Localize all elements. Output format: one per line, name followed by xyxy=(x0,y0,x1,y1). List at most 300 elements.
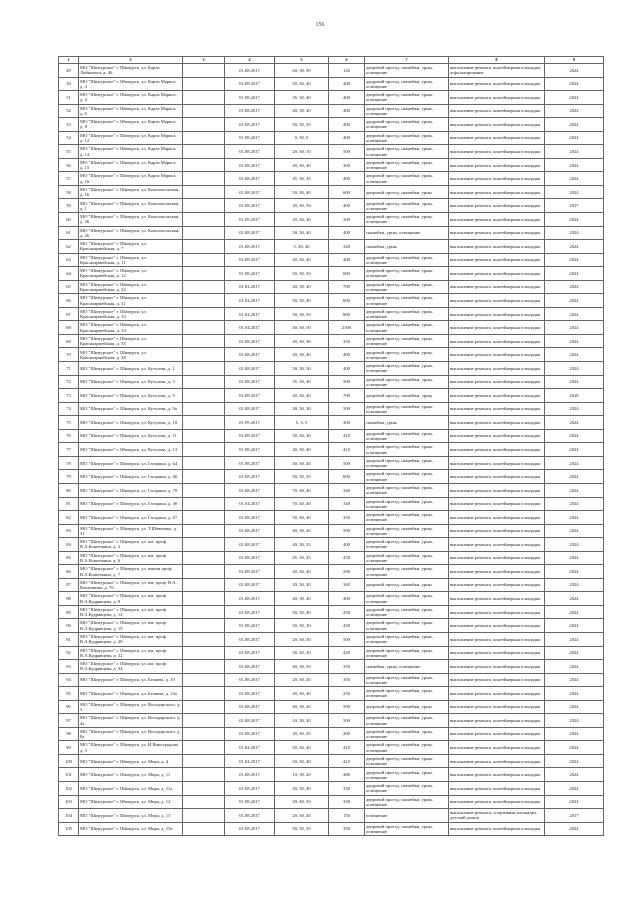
date-cell: 01.08.2017 xyxy=(225,700,275,714)
column-header: 2 xyxy=(79,57,183,64)
planned-works-cell: выполнение ремонта, контейнерная площадка, асфальтирование xyxy=(449,64,545,78)
date-cell: 01.08.2017 xyxy=(225,389,275,403)
year-cell: 2024 xyxy=(545,456,604,470)
address-cell: МО "Шимурское" г. Шимурск, ул. им. проф. В.А.Кудрявцева, д. 34 xyxy=(79,660,183,674)
planned-works-cell: выполнение ремонта, контейнерная площадка xyxy=(449,375,545,389)
table-row xyxy=(59,375,604,389)
table-row xyxy=(59,673,604,687)
address-cell: МО "Шимурское" г. Шимурск, ул. Мира, д. 15 xyxy=(79,809,183,823)
table-row xyxy=(59,687,604,701)
empty-cell xyxy=(183,565,225,579)
parameters-cell: 40, 30, 40 xyxy=(275,592,329,606)
parameters-cell: 40, 30, 50 xyxy=(275,660,329,674)
year-cell: 2024 xyxy=(545,524,604,538)
row-number-cell: 60 xyxy=(59,213,79,227)
table-row xyxy=(59,389,604,403)
planned-works-cell: выполнение ремонта, контейнерная площадка xyxy=(449,497,545,511)
existing-elements-cell: дворовой проезд, скамейки, урны, освещение xyxy=(365,483,449,497)
existing-elements-cell: дворовой проезд, скамейки, урны xyxy=(365,700,449,714)
existing-elements-cell: дворовой проезд, скамейки, урны, освещение xyxy=(365,443,449,457)
area-cell: 400 xyxy=(329,253,365,267)
table-row xyxy=(59,768,604,782)
planned-works-cell: выполнение ремонта, контейнерная площадка xyxy=(449,538,545,552)
existing-elements-cell: дворовой проезд, скамейки, урны, освещение xyxy=(365,64,449,78)
date-cell: 01.08.2017 xyxy=(225,578,275,592)
parameters-cell: 60, 30, 50 xyxy=(275,64,329,78)
parameters-cell: 30, 40, 30 xyxy=(275,646,329,660)
table-row xyxy=(59,294,604,308)
area-cell: 340 xyxy=(329,483,365,497)
address-cell: МО "Шимурское" г. Шимурск, ул. Гагарина, д. 64 xyxy=(79,456,183,470)
table-row xyxy=(59,334,604,348)
date-cell: 01.08.2017 xyxy=(225,348,275,362)
area-cell: 300 xyxy=(329,416,365,430)
planned-works-cell: выполнение ремонта, контейнерная площадка xyxy=(449,768,545,782)
row-number-cell: 70 xyxy=(59,348,79,362)
year-cell: 2024 xyxy=(545,375,604,389)
existing-elements-cell: дворовой проезд, скамейки, урны, освещение xyxy=(365,91,449,105)
date-cell: 01.08.2017 xyxy=(225,253,275,267)
table-header-row xyxy=(59,57,604,64)
address-cell: МО "Шимурское" г. Шимурск, ул. Комсомольская, д. 16 xyxy=(79,185,183,199)
existing-elements-cell: дворовой проезд, скамейки, урны, освещение xyxy=(365,727,449,741)
planned-works-cell: выполнение ремонта, контейнерная площадка xyxy=(449,389,545,403)
planned-works-cell: выполнение ремонта, контейнерная площадка xyxy=(449,565,545,579)
empty-cell xyxy=(183,822,225,836)
row-number-cell: 94 xyxy=(59,673,79,687)
planned-works-cell: выполнение ремонта, контейнерная площадка xyxy=(449,253,545,267)
existing-elements-cell: дворовой проезд, скамейки, урны, освещение xyxy=(365,524,449,538)
planned-works-cell: выполнение ремонта, контейнерная площадка xyxy=(449,118,545,132)
empty-cell xyxy=(183,524,225,538)
year-cell: 2024 xyxy=(545,646,604,660)
year-cell: 2024 xyxy=(545,172,604,186)
table-row xyxy=(59,497,604,511)
address-cell: МО "Шимурское" г. Шимурск, ул. Т.Шевченко, д. 31 xyxy=(79,524,183,538)
table-row xyxy=(59,226,604,240)
date-cell: 01.08.2017 xyxy=(225,240,275,254)
address-cell: МО "Шимурское" г. Шимурск, ул. Карла Маркса, д. 12 xyxy=(79,131,183,145)
area-cell: 500 xyxy=(329,700,365,714)
year-cell: 2024 xyxy=(545,768,604,782)
area-cell: 400 xyxy=(329,538,365,552)
year-cell: 2024 xyxy=(545,700,604,714)
planned-works-cell: выполнение ремонта, контейнерная площадка xyxy=(449,822,545,836)
area-cell: 400 xyxy=(329,91,365,105)
area-cell: 500 xyxy=(329,375,365,389)
area-cell: 450 xyxy=(329,551,365,565)
parameters-cell: 70, 40, 40 xyxy=(275,483,329,497)
address-cell: МО "Шимурское" г. Шимурск, ул. Беляева, д. 10 xyxy=(79,673,183,687)
address-cell: МО "Шимурское" г. Шимурск, ул. им. проф. В.А. Кошечкина, д. 7б xyxy=(79,578,183,592)
table-row xyxy=(59,605,604,619)
year-cell: 2024 xyxy=(545,104,604,118)
empty-cell xyxy=(183,632,225,646)
empty-cell xyxy=(183,754,225,768)
area-cell: 400 xyxy=(329,118,365,132)
date-cell: 01.04.2017 xyxy=(225,294,275,308)
table-row xyxy=(59,104,604,118)
year-cell: 2024 xyxy=(545,660,604,674)
planned-works-cell: выполнение ремонта, контейнерная площадка xyxy=(449,551,545,565)
empty-cell xyxy=(183,700,225,714)
table-row xyxy=(59,456,604,470)
empty-cell xyxy=(183,348,225,362)
row-number-cell: 63 xyxy=(59,253,79,267)
existing-elements-cell: дворовой проезд, скамейки, урны, освещение xyxy=(365,348,449,362)
area-cell: 500 xyxy=(329,456,365,470)
date-cell: 01.08.2017 xyxy=(225,131,275,145)
planned-works-cell: выполнение ремонта, контейнерная площадка xyxy=(449,158,545,172)
table-row xyxy=(59,118,604,132)
area-cell: 250 xyxy=(329,605,365,619)
date-cell: 01.08.2017 xyxy=(225,375,275,389)
planned-works-cell: выполнение ремонта, контейнерная площадка xyxy=(449,185,545,199)
date-cell: 01.08.2017 xyxy=(225,809,275,823)
existing-elements-cell: дворовой проезд, скамейки, урны, освещение xyxy=(365,131,449,145)
empty-cell xyxy=(183,483,225,497)
empty-cell xyxy=(183,511,225,525)
existing-elements-cell: дворовой проезд, скамейки, урны, освещение xyxy=(365,741,449,755)
planned-works-cell: выполнение ремонта, контейнерная площадка xyxy=(449,700,545,714)
row-number-cell: 92 xyxy=(59,646,79,660)
table-row xyxy=(59,416,604,430)
planned-works-cell: выполнение ремонта, спортивная площадка, детский домик xyxy=(449,809,545,823)
row-number-cell: 102 xyxy=(59,781,79,795)
year-cell: 2024 xyxy=(545,565,604,579)
existing-elements-cell: дворовой проезд, скамейки, урны, освещение xyxy=(365,334,449,348)
date-cell: 01.08.2017 xyxy=(225,727,275,741)
parameters-cell: 70, 40, 40 xyxy=(275,497,329,511)
empty-cell xyxy=(183,605,225,619)
planned-works-cell: выполнение ремонта, контейнерная площадка xyxy=(449,429,545,443)
planned-works-cell: выполнение ремонта, контейнерная площадка xyxy=(449,781,545,795)
year-cell: 2024 xyxy=(545,781,604,795)
existing-elements-cell: дворовой проезд, скамейки, урны, освещение xyxy=(365,497,449,511)
date-cell: 01.09.2017 xyxy=(225,416,275,430)
row-number-cell: 83 xyxy=(59,524,79,538)
page-number: 156 xyxy=(315,22,325,28)
existing-elements-cell: дворовой проезд, скамейки, урны, освещение xyxy=(365,118,449,132)
date-cell: 01.08.2017 xyxy=(225,768,275,782)
empty-cell xyxy=(183,578,225,592)
address-cell: МО "Шимурское" г. Шимурск, ул. Красноармейская, д. 34 xyxy=(79,321,183,335)
table-row xyxy=(59,131,604,145)
address-cell: МО "Шимурское" г. Шимурск, ул. Комсомольская, д. 26 xyxy=(79,213,183,227)
row-number-cell: 76 xyxy=(59,429,79,443)
parameters-cell: 35, 30, 40 xyxy=(275,375,329,389)
table-row xyxy=(59,280,604,294)
parameters-cell: 40, 30, 40 xyxy=(275,687,329,701)
planned-works-cell: выполнение ремонта, контейнерная площадка xyxy=(449,77,545,91)
date-cell: 01.08.2017 xyxy=(225,267,275,281)
parameters-cell: 50, 30, 50 xyxy=(275,307,329,321)
table-row xyxy=(59,172,604,186)
address-cell: МО "Шимурское" г. Шимурск, ул. Гагарина, д. 67 xyxy=(79,511,183,525)
parameters-cell: 20, 30, 20 xyxy=(275,578,329,592)
table-row xyxy=(59,185,604,199)
area-cell: 400 xyxy=(329,104,365,118)
row-number-cell: 101 xyxy=(59,768,79,782)
area-cell: 400 xyxy=(329,348,365,362)
row-number-cell: 99 xyxy=(59,741,79,755)
area-cell: 500 xyxy=(329,632,365,646)
row-number-cell: 74 xyxy=(59,402,79,416)
table-row xyxy=(59,619,604,633)
area-cell: 350 xyxy=(329,673,365,687)
address-cell: МО "Шимурское" г. Шимурск, ул. Гагарина, д. 4б xyxy=(79,497,183,511)
date-cell: 01.04.2017 xyxy=(225,321,275,335)
address-cell: МО "Шимурское" г. Шимурск, ул. Володарского, д. 4а xyxy=(80,715,181,726)
planned-works-cell: выполнение ремонта, контейнерная площадка xyxy=(449,673,545,687)
table-row xyxy=(59,267,604,281)
address-cell: МО "Шимурское" г. Шимурск, ул. Мира, д. 11а xyxy=(79,781,183,795)
empty-cell xyxy=(183,280,225,294)
address-cell: МО "Шимурское" г. Шимурск, ул. Кутузова, д. 3 xyxy=(79,375,183,389)
table-row xyxy=(59,511,604,525)
parameters-cell: 0, 30, 0 xyxy=(275,131,329,145)
planned-works-cell: выполнение ремонта, контейнерная площадка xyxy=(449,321,545,335)
parameters-cell: 5, 3, 5 xyxy=(275,416,329,430)
date-cell: 01.08.2017 xyxy=(225,470,275,484)
row-number-cell: 73 xyxy=(59,389,79,403)
planned-works-cell: выполнение ремонта, контейнерная площадка xyxy=(449,632,545,646)
date-cell: 01.08.2017 xyxy=(225,64,275,78)
row-number-cell: 75 xyxy=(59,416,79,430)
row-number-cell: 85 xyxy=(59,551,79,565)
parameters-cell: 45, 30, 45 xyxy=(275,172,329,186)
address-cell: МО "Шимурское" г. Шимурск, ул. Карла Маркса, д. 14 xyxy=(79,145,183,159)
empty-cell xyxy=(183,741,225,755)
area-cell: 340 xyxy=(329,578,365,592)
area-cell: 480 xyxy=(329,768,365,782)
date-cell: 01.04.2017 xyxy=(225,754,275,768)
year-cell: 2024 xyxy=(545,416,604,430)
row-number-cell: 51 xyxy=(59,91,79,105)
area-cell: 410 xyxy=(329,443,365,457)
parameters-cell: 40, 30, 40 xyxy=(275,389,329,403)
year-cell: 2024 xyxy=(545,185,604,199)
year-cell: 2024 xyxy=(545,131,604,145)
area-cell: 600 xyxy=(329,470,365,484)
area-cell: 200 xyxy=(329,727,365,741)
parameters-cell: 50, 30, 50 xyxy=(275,118,329,132)
date-cell: 01.04.2017 xyxy=(225,307,275,321)
date-cell: 01.08.2017 xyxy=(225,199,275,213)
empty-cell xyxy=(183,64,225,78)
table-row xyxy=(59,429,604,443)
row-number-cell: 50 xyxy=(59,77,79,91)
address-cell: МО "Шимурское" г. Шимурск, ул. Карла Маркса, д. 3 xyxy=(79,77,183,91)
year-cell: 2024 xyxy=(545,362,604,376)
empty-cell xyxy=(183,294,225,308)
empty-cell xyxy=(183,551,225,565)
area-cell: 410 xyxy=(329,754,365,768)
empty-cell xyxy=(183,77,225,91)
parameters-cell: 20, 30, 40 xyxy=(275,809,329,823)
address-cell: МО "Шимурское" г. Шимурск, ул. им. проф. В.А.Кошечкина, д. 6 xyxy=(79,551,183,565)
address-cell: МО "Шимурское" г. Шимурск, ул. им. проф. В.А.Кошечкина, д. 3 xyxy=(79,538,183,552)
empty-cell xyxy=(183,687,225,701)
existing-elements-cell: дворовой проезд, скамейки, урны, освещение xyxy=(365,673,449,687)
parameters-cell: 40, 30, 35 xyxy=(275,538,329,552)
parameters-cell: 30, 30, 30 xyxy=(275,429,329,443)
parameters-cell: 40, 30, 40 xyxy=(275,781,329,795)
column-header: 6 xyxy=(329,57,365,64)
planned-works-cell: выполнение ремонта, контейнерная площадка xyxy=(449,483,545,497)
empty-cell xyxy=(183,334,225,348)
existing-elements-cell: дворовой проезд, скамейки, урны, освещение xyxy=(365,768,449,782)
row-number-cell: 96 xyxy=(59,700,79,714)
address-cell: МО "Шимурское" г. Шимурск, ул. им. проф. В.А.Кудрявцева, д. 28 xyxy=(79,632,183,646)
parameters-cell: 20, 30, 50 xyxy=(275,199,329,213)
parameters-cell: 40, 30, 20 xyxy=(275,700,329,714)
improvement-table xyxy=(58,56,604,836)
date-cell: 01.08.2017 xyxy=(225,673,275,687)
table-row xyxy=(59,727,604,741)
planned-works-cell: выполнение ремонта, контейнерная площадка xyxy=(449,172,545,186)
parameters-cell: 50, 30, 40 xyxy=(275,294,329,308)
empty-cell xyxy=(183,673,225,687)
parameters-cell: 50, 30, 40 xyxy=(275,77,329,91)
table-row xyxy=(59,524,604,538)
date-cell: 01.08.2017 xyxy=(225,362,275,376)
parameters-cell: 20, 40, 50 xyxy=(275,795,329,809)
existing-elements-cell: дворовой проезд, скамейки, урны, освещение xyxy=(365,632,449,646)
existing-elements-cell: дворовой проезд, скамейки, урны, освещение xyxy=(365,77,449,91)
empty-cell xyxy=(183,199,225,213)
empty-cell xyxy=(183,416,225,430)
empty-cell xyxy=(183,714,225,728)
existing-elements-cell: дворовой проезд, скамейки, урны, освещение xyxy=(365,213,449,227)
area-cell: 126 xyxy=(329,64,365,78)
existing-elements-cell: дворовой проезд, скамейки, урны, освещение xyxy=(365,795,449,809)
row-number-cell: 95 xyxy=(59,687,79,701)
parameters-cell: 40, 30, 40 xyxy=(275,158,329,172)
empty-cell xyxy=(183,727,225,741)
planned-works-cell: выполнение ремонта, контейнерная площадка xyxy=(449,416,545,430)
row-number-cell: 49 xyxy=(59,64,79,78)
parameters-cell: 20, 30, 30 xyxy=(275,632,329,646)
table-row xyxy=(59,714,604,728)
date-cell: 01.08.2017 xyxy=(225,795,275,809)
table-row xyxy=(59,91,604,105)
address-cell: МО "Шимурское" г. Шимурск, ул. Мира, д. 4 xyxy=(79,754,183,768)
existing-elements-cell: дворовой проезд, скамейки, урны, освещение xyxy=(365,307,449,321)
empty-cell xyxy=(183,131,225,145)
area-cell: 700 xyxy=(329,280,365,294)
row-number-cell: 65 xyxy=(59,280,79,294)
parameters-cell: 20, 30, 20 xyxy=(275,727,329,741)
table-row xyxy=(59,321,604,335)
empty-cell xyxy=(183,402,225,416)
address-cell: МО "Шимурское" г. Шимурск, ул. Кутузова, д. 9а xyxy=(79,402,183,416)
date-cell: 01.08.2017 xyxy=(225,91,275,105)
empty-cell xyxy=(183,389,225,403)
row-number-cell: 68 xyxy=(59,321,79,335)
date-cell: 01.04.2017 xyxy=(225,280,275,294)
date-cell: 01.08.2017 xyxy=(225,172,275,186)
empty-cell xyxy=(183,781,225,795)
date-cell: 01.08.2017 xyxy=(225,429,275,443)
address-cell: МО "Шимурское" г. Шимурск, ул. Беляева, д. 14а xyxy=(79,687,183,701)
parameters-cell: 30, 30, 30 xyxy=(275,619,329,633)
parameters-cell: 40, 30, 40 xyxy=(275,253,329,267)
table-row xyxy=(59,158,604,172)
row-number-cell: 88 xyxy=(59,592,79,606)
existing-elements-cell: дворовой проезд, скамейки, урны, освещение xyxy=(365,538,449,552)
address-cell: МО "Шимурское" г. Шимурск, ул. Карла Маркса, д. 15 xyxy=(79,158,183,172)
table-row xyxy=(59,240,604,254)
area-cell: 500 xyxy=(329,145,365,159)
table-row xyxy=(59,551,604,565)
planned-works-cell: выполнение ремонта, контейнерная площадка xyxy=(449,91,545,105)
area-cell: 600 xyxy=(329,185,365,199)
planned-works-cell: выполнение ремонта, контейнерная площадка xyxy=(449,714,545,728)
table-row xyxy=(59,809,604,823)
table-row xyxy=(59,741,604,755)
existing-elements-cell: скамейки, урны, освещение xyxy=(365,226,449,240)
row-number-cell: 86 xyxy=(59,565,79,579)
planned-works-cell: выполнение ремонта, контейнерная площадка xyxy=(449,660,545,674)
date-cell: 01.08.2017 xyxy=(225,524,275,538)
existing-elements-cell: дворовой проезд, скамейки, урны, освещение xyxy=(365,781,449,795)
area-cell: 500 xyxy=(329,714,365,728)
area-cell: 340 xyxy=(329,497,365,511)
year-cell: 2017 xyxy=(545,809,604,823)
empty-cell xyxy=(183,253,225,267)
address-cell: МО "Шимурское" г. Шимурск, ул. Карла Маркса, д. 4 xyxy=(79,91,183,105)
parameters-cell: 50, 40, 40 xyxy=(275,511,329,525)
area-cell: 290 xyxy=(329,565,365,579)
row-number-cell: 72 xyxy=(59,375,79,389)
existing-elements-cell: дворовой проезд, скамейки, урны, освещение xyxy=(365,280,449,294)
table-row xyxy=(59,213,604,227)
row-number-cell: 71 xyxy=(59,362,79,376)
area-cell: 330 xyxy=(329,795,365,809)
area-cell: 300 xyxy=(329,213,365,227)
address-cell: МО "Шимурское" г. Шимурск, ул. им. проф. В.А.Кудрявцева, д. 14 xyxy=(79,605,183,619)
address-cell: МО "Шимурское" г. Шимурск, ул. Красноармейская, д. 35 xyxy=(79,334,183,348)
existing-elements-cell: освещение xyxy=(365,809,449,823)
year-cell: 2024 xyxy=(545,253,604,267)
year-cell: 2024 xyxy=(545,321,604,335)
address-cell: МО "Шимурское" г. Шимурск, ул. Кутузова, д. 11 xyxy=(79,429,183,443)
planned-works-cell: выполнение ремонта, контейнерная площадка xyxy=(449,524,545,538)
area-cell: 500 xyxy=(329,524,365,538)
year-cell: 2024 xyxy=(545,687,604,701)
empty-cell xyxy=(183,456,225,470)
planned-works-cell: выполнение ремонта, контейнерная площадка xyxy=(449,226,545,240)
row-number-cell: 57 xyxy=(59,172,79,186)
date-cell: 01.08.2017 xyxy=(225,687,275,701)
address-cell: МО "Шимурское" г. Шимурск, ул. Мира, д. 12 xyxy=(79,795,183,809)
year-cell: 2024 xyxy=(545,429,604,443)
existing-elements-cell: дворовой проезд, скамейки, урны, освещение xyxy=(365,104,449,118)
area-cell: 600 xyxy=(329,294,365,308)
row-number-cell: 97 xyxy=(59,714,79,728)
table-body xyxy=(59,64,604,836)
year-cell: 2024 xyxy=(545,443,604,457)
year-cell: 2024 xyxy=(545,822,604,836)
year-cell: 2024 xyxy=(545,714,604,728)
planned-works-cell: выполнение ремонта, контейнерная площадка xyxy=(449,456,545,470)
empty-cell xyxy=(183,592,225,606)
parameters-cell: 40, 30, 50 xyxy=(275,321,329,335)
existing-elements-cell: скамейки, урны, освещение xyxy=(365,660,449,674)
existing-elements-cell: дворовой проезд, скамейки, урны, освещение xyxy=(365,267,449,281)
parameters-cell: 50, 30, 50 xyxy=(275,822,329,836)
